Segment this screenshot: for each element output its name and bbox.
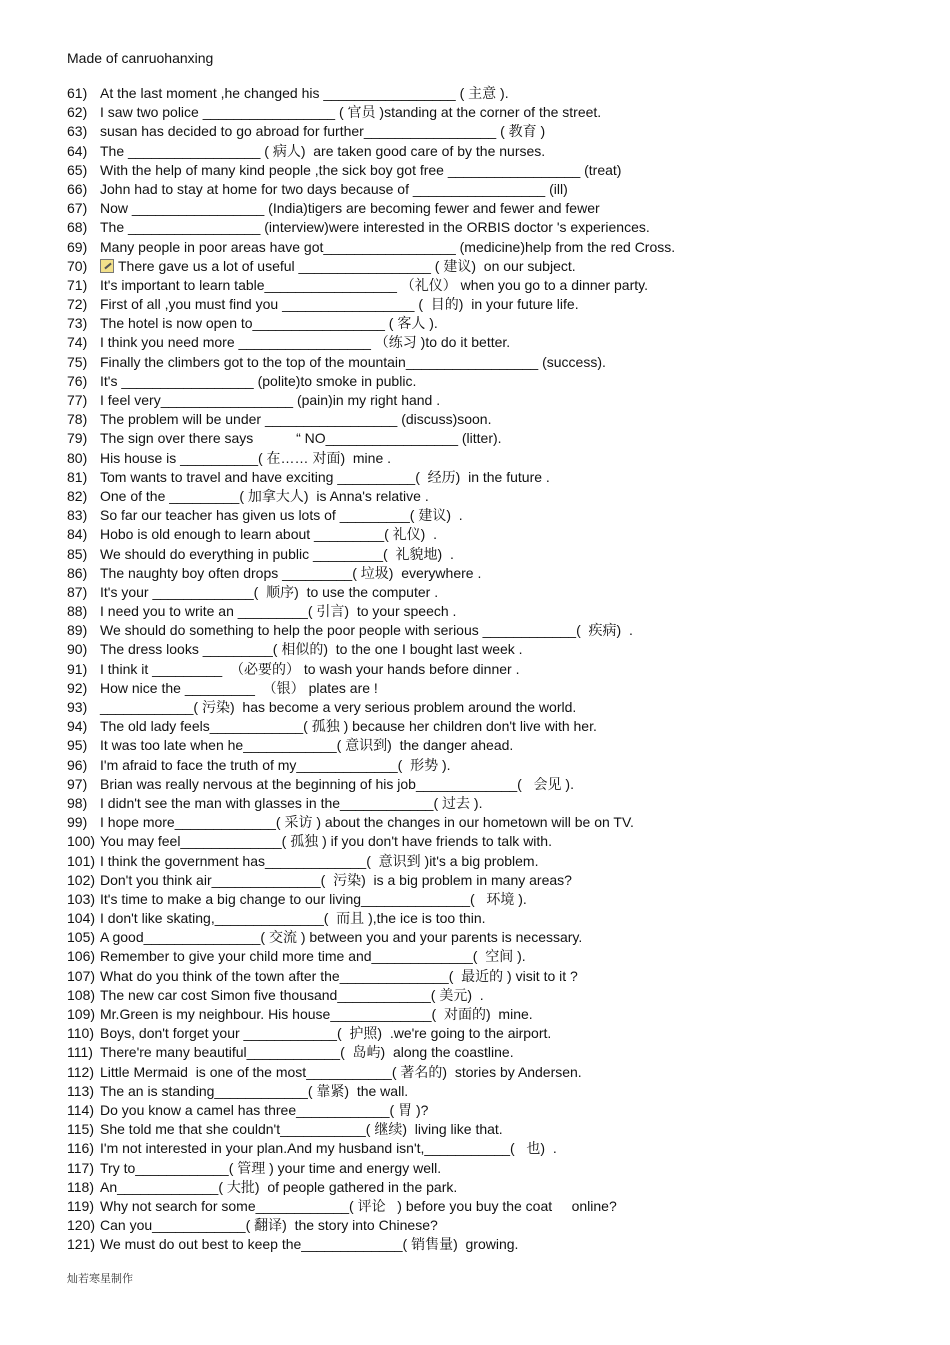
exercise-line (67, 890, 927, 909)
exercise-text: The hotel is now open to_________________ ( 客人 ). (100, 315, 438, 332)
exercise-number: 74) (67, 334, 88, 351)
exercise-line (67, 1235, 927, 1254)
exercise-text: susan has decided to go abroad for further_________________ ( 教育 ) (100, 123, 546, 140)
exercise-number: 72) (67, 296, 88, 313)
exercise-number: 119) (67, 1197, 94, 1214)
exercise-line (67, 1063, 927, 1082)
exercise-text: I saw two police _________________ ( 官员 )standing at the corner of the street. (100, 104, 602, 121)
exercise-number: 120) (67, 1217, 96, 1234)
exercise-number: 102) (67, 871, 96, 888)
exercise-number: 106) (67, 948, 96, 965)
exercise-text: We should do everything in public _________( 礼貌地) . (100, 545, 454, 562)
exercise-number: 77) (67, 392, 88, 408)
exercise-number: 84) (67, 526, 88, 543)
exercise-line (67, 698, 927, 717)
exercise-line (67, 487, 927, 506)
exercise-line (67, 794, 927, 813)
exercise-line (67, 928, 927, 947)
exercise-text: One of the _________( 加拿大人) is Anna's relative . (100, 487, 429, 504)
exercise-line (67, 1159, 927, 1178)
exercise-number: 94) (67, 718, 88, 735)
exercise-text: I think you need more _________________ （练习 )to do it better. (100, 334, 511, 351)
exercise-text: We must do out best to keep the_____________( 销售量) growing. (100, 1236, 519, 1253)
exercise-line (67, 1005, 927, 1024)
exercise-text: Now _________________ (India)tigers are becoming fewer and fewer and fewer (100, 200, 600, 217)
exercise-text: There're many beautiful____________( 岛屿) along the coastline. (100, 1044, 514, 1061)
exercise-text: It's important to learn table_________________ （礼仪） when you go to a dinner party. (100, 276, 648, 293)
exercise-number: 97) (67, 775, 88, 792)
exercise-number: 78) (67, 411, 88, 428)
exercise-number: 103) (67, 890, 96, 907)
exercise-number: 100) (67, 833, 96, 850)
exercise-list (67, 84, 927, 1254)
exercise-line (67, 871, 927, 890)
exercise-text: Hobo is old enough to learn about _________( 礼仪) . (100, 526, 438, 543)
exercise-line (67, 986, 927, 1005)
exercise-text: The naughty boy often drops _________( 垃圾) everywhere . (100, 564, 482, 581)
exercise-line (67, 314, 927, 333)
exercise-text: You may feel_____________( 孤独 ) if you don't have friends to talk with. (100, 833, 552, 850)
exercise-line (67, 640, 927, 659)
exercise-number: 95) (67, 737, 88, 754)
exercise-number: 75) (67, 353, 88, 370)
exercise-number: 81) (67, 468, 88, 485)
exercise-text: A good_______________( 交流 ) between you and your parents is necessary. (100, 929, 583, 946)
exercise-text: I'm afraid to face the truth of my_____________( 形势 ). (100, 756, 451, 773)
exercise-text: The _________________ ( 病人) are taken good care of by the nurses. (100, 142, 546, 159)
exercise-number: 121) (67, 1236, 96, 1253)
exercise-line (67, 852, 927, 871)
exercise-text: Remember to give your child more time and_____________( 空间 ). (100, 948, 526, 965)
exercise-number: 108) (67, 986, 96, 1003)
exercise-line (67, 1216, 927, 1235)
exercise-line (67, 449, 927, 468)
exercise-text: An_____________( 大批) of people gathered in the park. (100, 1178, 458, 1195)
exercise-line (67, 545, 927, 564)
exercise-number: 110) (67, 1025, 94, 1042)
exercise-text: Why not search for some____________( 评论 ) before you buy the coat online? (100, 1197, 617, 1214)
exercise-line (67, 1178, 927, 1197)
exercise-line (67, 602, 927, 621)
exercise-number: 105) (67, 929, 96, 946)
exercise-number: 76) (67, 372, 88, 389)
exercise-text: I don't like skating,______________( 而且 ),the ice is too thin. (100, 910, 486, 927)
exercise-text: Brian was really nervous at the beginning of his job_____________( 会见 ). (100, 775, 574, 792)
exercise-text: ____________( 污染) has become a very serious problem around the world. (100, 699, 577, 715)
exercise-line (67, 583, 927, 602)
exercise-text: At the last moment ,he changed his _________________ ( 主意 ). (100, 85, 509, 101)
exercise-line (67, 429, 927, 448)
exercise-text: So far our teacher has given us lots of _________( 建议) . (100, 507, 463, 524)
exercise-number: 73) (67, 315, 88, 332)
exercise-text: The old lady feels____________( 孤独 ) because her children don't live with her. (100, 718, 597, 735)
exercise-text: His house is __________( 在…… 对面) mine . (100, 449, 392, 466)
pencil-note-icon (100, 259, 114, 273)
exercise-number: 91) (67, 660, 88, 677)
exercise-number: 67) (67, 200, 88, 217)
exercise-line (67, 679, 927, 698)
exercise-text-content: There gave us a lot of useful _________________ ( 建议) on our subject. (118, 257, 576, 274)
exercise-text: How nice the _________ （银） plates are ! (100, 679, 378, 696)
exercise-number: 112) (67, 1063, 94, 1080)
exercise-number: 63) (67, 123, 88, 140)
exercise-line (67, 295, 927, 314)
exercise-line (67, 717, 927, 736)
exercise-text: First of all ,you must find you _________________ ( 目的) in your future life. (100, 296, 579, 313)
exercise-number: 62) (67, 104, 88, 121)
exercise-number: 83) (67, 507, 88, 524)
exercise-number: 109) (67, 1006, 96, 1022)
exercise-line (67, 1139, 927, 1158)
exercise-number: 86) (67, 564, 88, 581)
exercise-number: 90) (67, 641, 88, 658)
exercise-line (67, 218, 927, 237)
exercise-text: Do you know a camel has three____________( 胃 )? (100, 1101, 429, 1118)
exercise-line (67, 506, 927, 525)
exercise-line (67, 161, 927, 180)
exercise-text: The _________________ (interview)were interested in the ORBIS doctor 's experiences. (100, 219, 650, 236)
exercise-line (67, 199, 927, 218)
exercise-number: 99) (67, 814, 88, 831)
exercise-text: I need you to write an _________( 引言) to your speech . (100, 603, 457, 620)
exercise-text (100, 257, 576, 276)
exercise-line (67, 813, 927, 832)
exercise-text: Boys, don't forget your ____________( 护照) .we're going to the airport. (100, 1025, 552, 1042)
exercise-line (67, 832, 927, 851)
exercise-text: She told me that she couldn't___________( 继续) living like that. (100, 1121, 503, 1138)
exercise-number: 92) (67, 679, 88, 696)
exercise-text: I hope more_____________( 采访 ) about the changes in our hometown will be on TV. (100, 814, 634, 831)
exercise-line (67, 967, 927, 986)
exercise-line (67, 468, 927, 487)
exercise-number: 113) (67, 1082, 94, 1099)
exercise-text: The dress looks _________( 相似的) to the one I bought last week . (100, 641, 523, 658)
exercise-number: 98) (67, 794, 88, 811)
exercise-line (67, 564, 927, 583)
exercise-number: 89) (67, 622, 88, 639)
exercise-number: 65) (67, 161, 88, 178)
exercise-number: 107) (67, 967, 96, 984)
exercise-number: 71) (67, 276, 88, 293)
exercise-number: 69) (67, 238, 88, 255)
exercise-number: 111) (67, 1044, 93, 1061)
exercise-line (67, 180, 927, 199)
exercise-number: 117) (67, 1159, 94, 1176)
exercise-number: 104) (67, 910, 96, 927)
exercise-line (67, 391, 927, 410)
exercise-line (67, 257, 927, 276)
exercise-text: It's time to make a big change to our living______________( 环境 ). (100, 890, 527, 907)
exercise-number: 61) (67, 85, 88, 101)
exercise-text: The sign over there says “ NO_________________ (litter). (100, 430, 502, 447)
exercise-text: It's _________________ (polite)to smoke in public. (100, 372, 417, 389)
exercise-text: Try to____________( 管理 ) your time and energy well. (100, 1159, 442, 1176)
exercise-number: 93) (67, 699, 88, 715)
exercise-line (67, 122, 927, 141)
exercise-line (67, 621, 927, 640)
exercise-number: 80) (67, 449, 88, 466)
exercise-text: I think the government has_____________( 意识到 )it's a big problem. (100, 852, 539, 869)
exercise-text: The an is standing____________( 靠紧) the wall. (100, 1082, 409, 1099)
exercise-text: With the help of many kind people ,the sick boy got free _________________ (treat) (100, 161, 622, 178)
exercise-line (67, 660, 927, 679)
exercise-text: John had to stay at home for two days because of _________________ (ill) (100, 180, 568, 197)
exercise-line (67, 1120, 927, 1139)
exercise-text: Can you____________( 翻译) the story into Chinese? (100, 1217, 438, 1234)
exercise-number: 115) (67, 1121, 94, 1138)
exercise-line (67, 410, 927, 429)
exercise-number: 101) (67, 852, 96, 869)
exercise-line (67, 276, 927, 295)
exercise-number: 116) (67, 1140, 94, 1157)
exercise-line (67, 909, 927, 928)
document-footer: 灿若寒星制作 (67, 1272, 133, 1285)
exercise-text: I'm not interested in your plan.And my husband isn't,___________( 也) . (100, 1140, 557, 1157)
exercise-number: 88) (67, 603, 88, 620)
exercise-line (67, 756, 927, 775)
exercise-line (67, 103, 927, 122)
exercise-number: 68) (67, 219, 88, 236)
exercise-text: The new car cost Simon five thousand____________( 美元) . (100, 986, 484, 1003)
exercise-line (67, 1101, 927, 1120)
exercise-text: We should do something to help the poor people with serious ____________( 疾病) . (100, 622, 633, 639)
exercise-text: Mr.Green is my neighbour. His house_____________( 对面的) mine. (100, 1006, 533, 1022)
exercise-text: Don't you think air______________( 污染) is a big problem in many areas? (100, 871, 572, 888)
exercise-number: 118) (67, 1178, 94, 1195)
exercise-number: 114) (67, 1101, 94, 1118)
exercise-number: 82) (67, 487, 88, 504)
exercise-number: 96) (67, 756, 88, 773)
exercise-line (67, 372, 927, 391)
exercise-text: It was too late when he____________( 意识到) the danger ahead. (100, 737, 514, 754)
exercise-number: 85) (67, 545, 88, 562)
exercise-line (67, 333, 927, 352)
exercise-text: I didn't see the man with glasses in the____________( 过去 ). (100, 794, 483, 811)
exercise-number: 70) (67, 257, 88, 274)
exercise-line (67, 238, 927, 257)
exercise-text: Many people in poor areas have got_________________ (medicine)help from the red Cross. (100, 238, 676, 255)
exercise-text: Finally the climbers got to the top of the mountain_________________ (success). (100, 353, 606, 370)
exercise-text: I feel very_________________ (pain)in my right hand . (100, 392, 441, 408)
exercise-number: 79) (67, 430, 88, 447)
exercise-text: It's your _____________( 顺序) to use the computer . (100, 583, 439, 600)
exercise-line (67, 84, 927, 103)
exercise-line (67, 775, 927, 794)
exercise-text: What do you think of the town after the______________( 最近的 ) visit to it ? (100, 967, 578, 984)
exercise-line (67, 1043, 927, 1062)
exercise-number: 66) (67, 180, 88, 197)
exercise-text: The problem will be under _________________ (discuss)soon. (100, 411, 492, 428)
exercise-line (67, 142, 927, 161)
exercise-line (67, 1082, 927, 1101)
exercise-text: Tom wants to travel and have exciting __________( 经历) in the future . (100, 468, 550, 485)
exercise-line (67, 736, 927, 755)
exercise-line (67, 1197, 927, 1216)
exercise-number: 87) (67, 583, 88, 600)
exercise-text: I think it _________ （必要的） to wash your hands before dinner . (100, 660, 520, 677)
exercise-line (67, 525, 927, 544)
exercise-line (67, 353, 927, 372)
exercise-number: 64) (67, 142, 88, 159)
document-header: Made of canruohanxing (67, 50, 214, 66)
exercise-line (67, 947, 927, 966)
exercise-line (67, 1024, 927, 1043)
exercise-text: Little Mermaid is one of the most___________( 著名的) stories by Andersen. (100, 1063, 582, 1080)
